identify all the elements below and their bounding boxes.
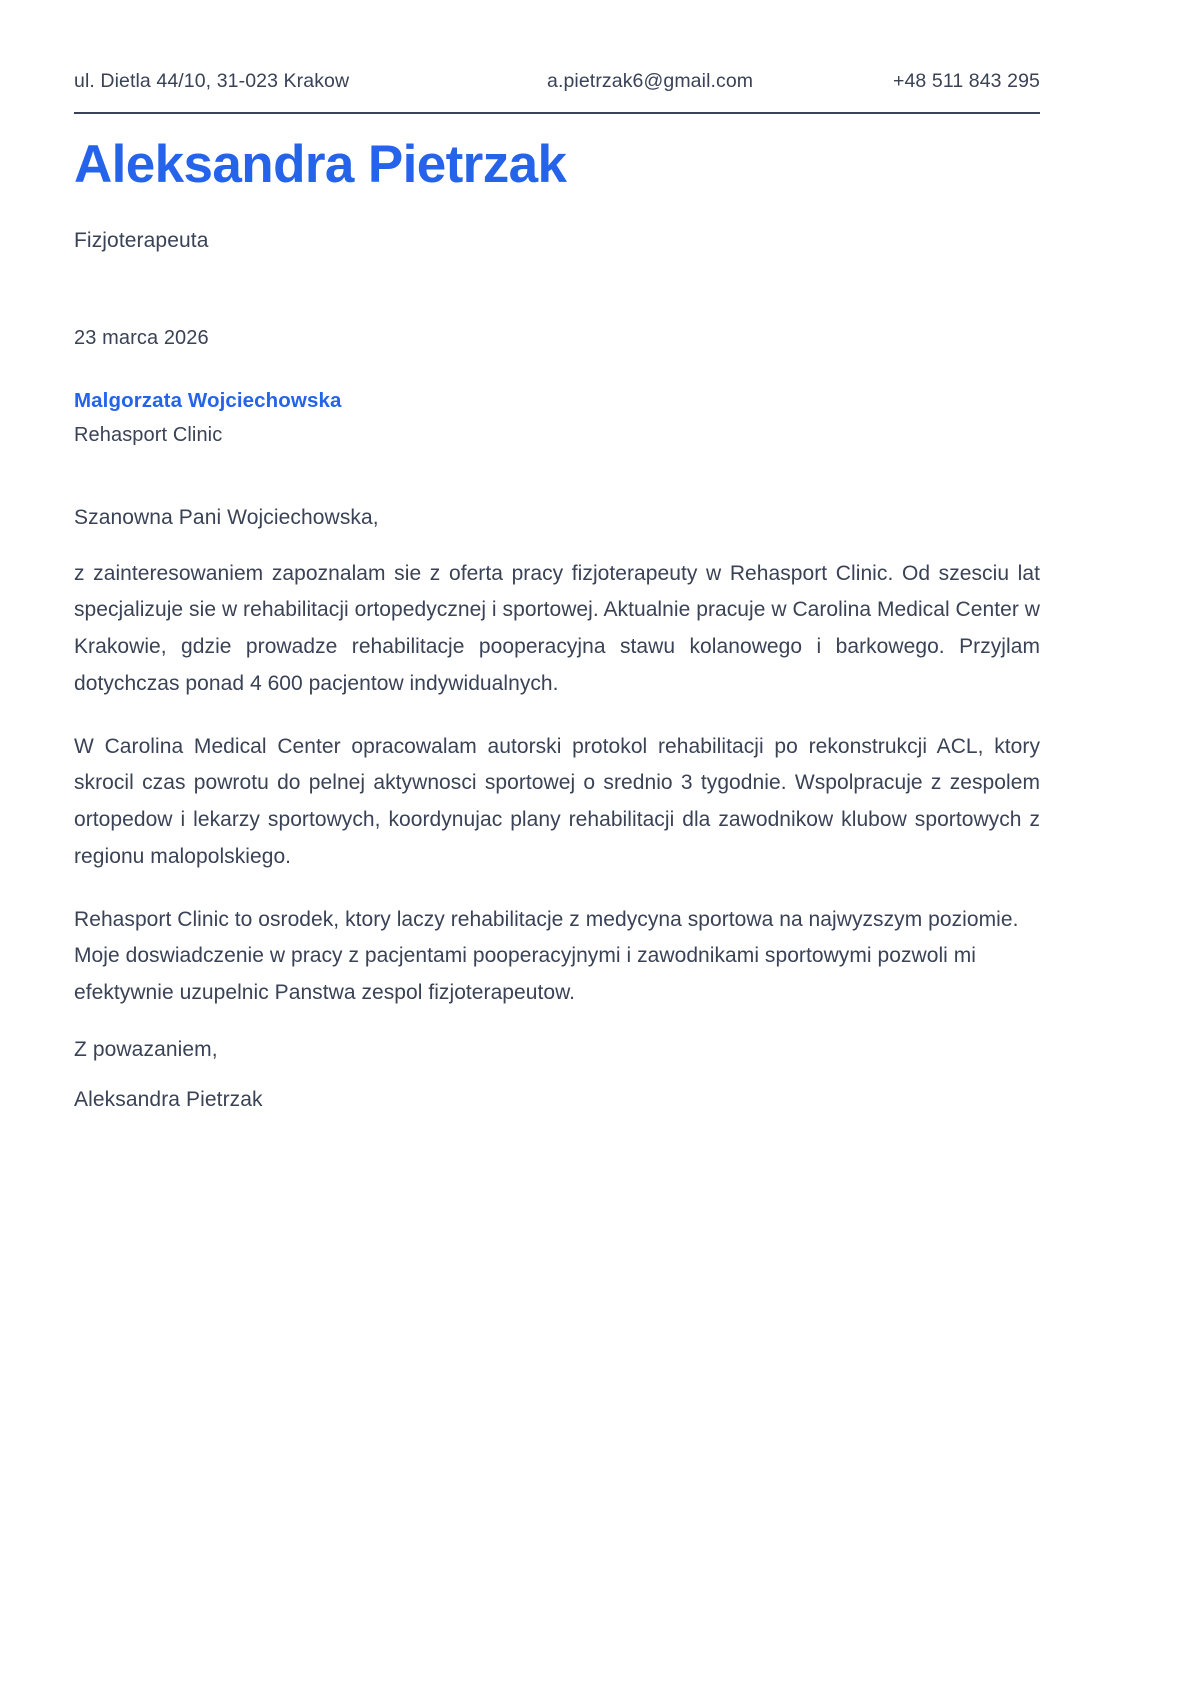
letter-closing: Z powazaniem, [74,1037,218,1061]
recipient-name: Malgorzata Wojciechowska [74,388,342,412]
header-divider [74,112,1040,114]
letter-content [74,0,1040,1112]
contact-address: ul. Dietla 44/10, 31-023 Krakow [74,70,350,92]
recipient-company: Rehasport Clinic [74,423,223,446]
letter-paragraph: W Carolina Medical Center opracowalam autorski protokol rehabilitacji po rekonstrukcji ACL, ktory skrocil czas powrotu do pelnej aktywnosci sportowej o srednio 3 tygodnie. Wspolpracuje z zespolem ortopedow i lekarzy sportowych, koordynujac plany rehabilitacji dla zawodnikow klubow sportowych z regionu malopolskiego. [74,734,1040,868]
letter-signature: Aleksandra Pietrzak [74,1087,263,1111]
contact-phone[interactable]: +48 511 843 295 [892,70,1040,92]
contact-header [74,0,1040,93]
letter-salutation: Szanowna Pani Wojciechowska, [74,505,379,529]
letter-date: 23 marca 2026 [74,326,209,349]
candidate-job-title: Fizjoterapeuta [74,228,209,252]
contact-email[interactable]: a.pietrzak6@gmail.com [547,70,754,92]
letter-paragraph: z zainteresowaniem zapoznalam sie z oferta pracy fizjoterapeuty w Rehasport Clinic. Od szesciu lat specjalizuje sie w rehabilitacji ortopedycznej i sportowej. Aktualnie pracuje w Carolina Medical Center w Krakowie, gdzie prowadze rehabilitacje pooperacyjna stawu kolanowego i barkowego. Przyjlam dotychczas ponad 4 600 pacjentow indywidualnych. [74,561,1040,695]
letter-paragraph: Rehasport Clinic to osrodek, ktory laczy rehabilitacje z medycyna sportowa na najwyzszym poziomie. Moje doswiadczenie w pracy z pacjentami pooperacyjnymi i zawodnikami sportowymi pozwoli mi efektywnie uzupelnic Panstwa zespol fizjoterapeutow. [74,907,1019,1005]
candidate-name: Aleksandra Pietrzak [74,135,567,194]
